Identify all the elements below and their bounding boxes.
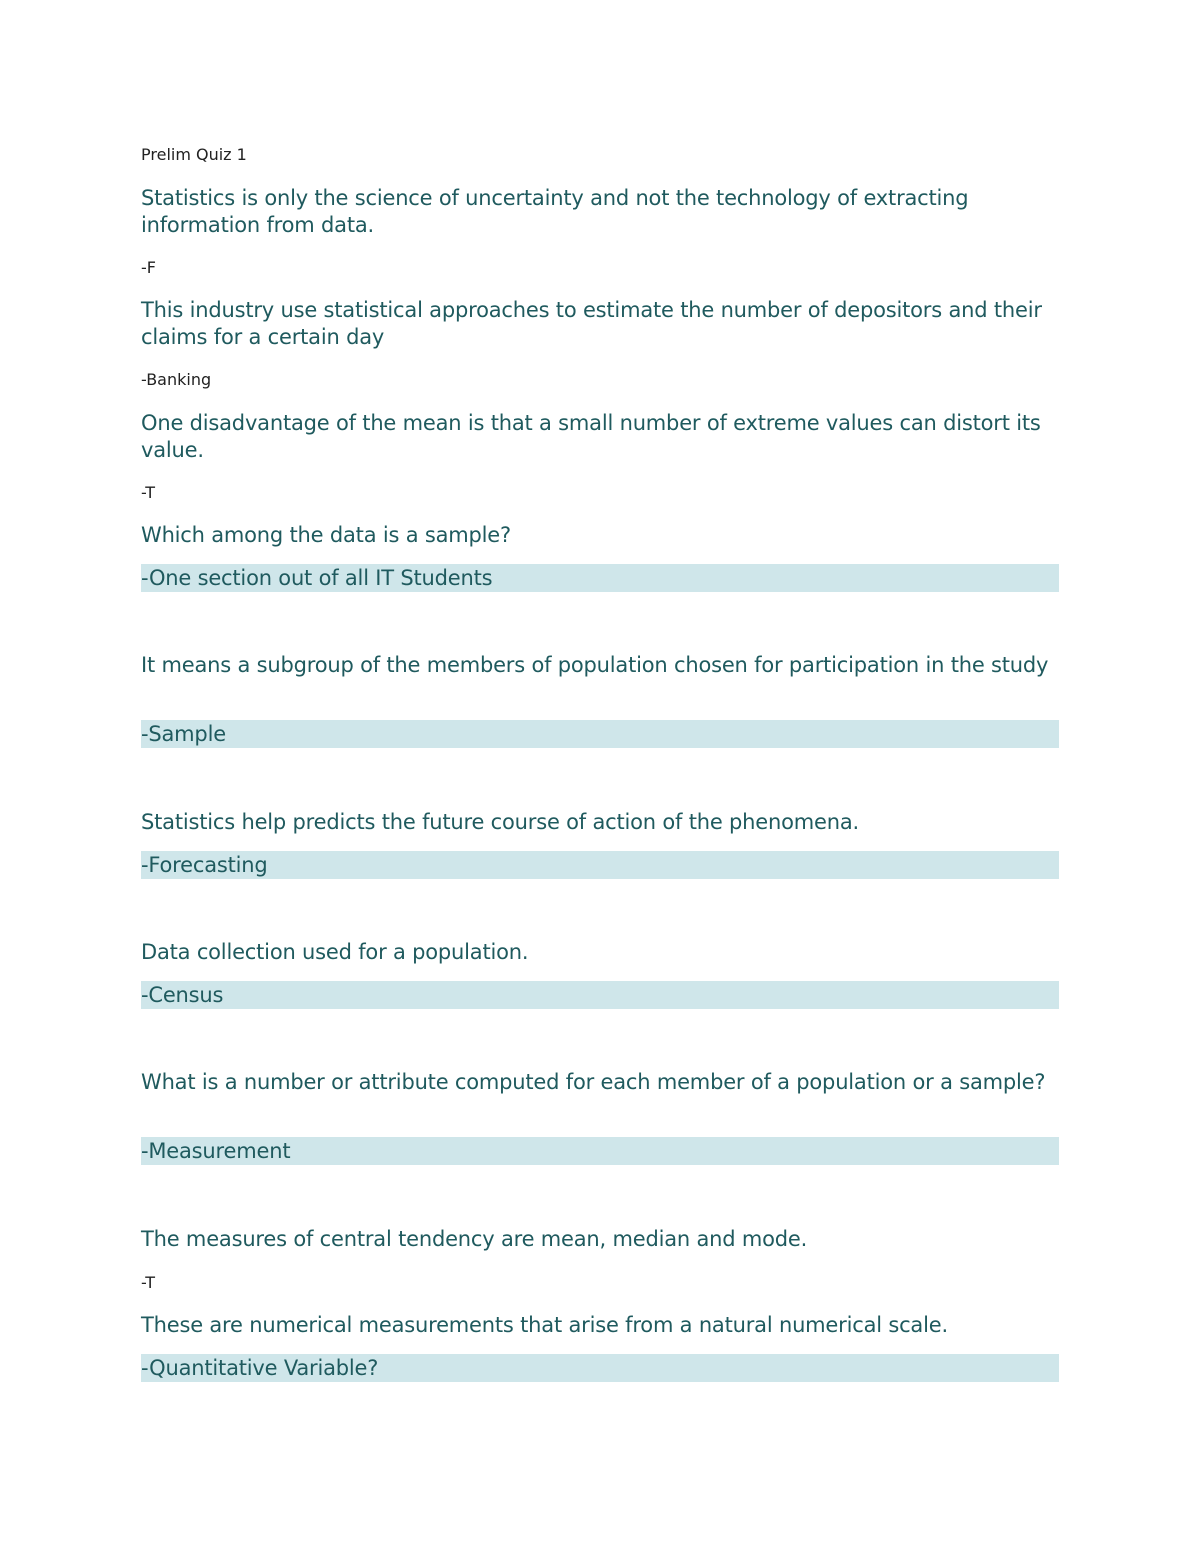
question-5: It means a subgroup of the members of population chosen for participation in the study [141, 653, 1049, 677]
answer-4-highlighted: -One section out of all IT Students [141, 564, 1059, 592]
answer-2: -Banking [141, 370, 212, 389]
question-4: Which among the data is a sample? [141, 523, 511, 547]
question-9: The measures of central tendency are mean, median and mode. [141, 1227, 808, 1251]
answer-6-highlighted: -Forecasting [141, 851, 1059, 879]
answer-5-highlighted: -Sample [141, 720, 1059, 748]
question-1: Statistics is only the science of uncertainty and not the technology of extracting information from data. [141, 186, 969, 237]
answer-3: -T [141, 483, 156, 502]
question-6: Statistics help predicts the future course of action of the phenomena. [141, 810, 859, 834]
answer-8-highlighted: -Measurement [141, 1137, 1059, 1165]
question-2: This industry use statistical approaches to estimate the number of depositors and their claims for a certain day [141, 298, 1042, 349]
question-10: These are numerical measurements that arise from a natural numerical scale. [141, 1313, 948, 1337]
answer-9: -T [141, 1273, 156, 1292]
question-3: One disadvantage of the mean is that a small number of extreme values can distort its value. [141, 411, 1041, 462]
question-7: Data collection used for a population. [141, 940, 529, 964]
document-title: Prelim Quiz 1 [141, 145, 247, 164]
answer-10-highlighted: -Quantitative Variable? [141, 1354, 1059, 1382]
answer-1: -F [141, 258, 156, 277]
question-8: What is a number or attribute computed for each member of a population or a sample? [141, 1070, 1046, 1094]
answer-7-highlighted: -Census [141, 981, 1059, 1009]
